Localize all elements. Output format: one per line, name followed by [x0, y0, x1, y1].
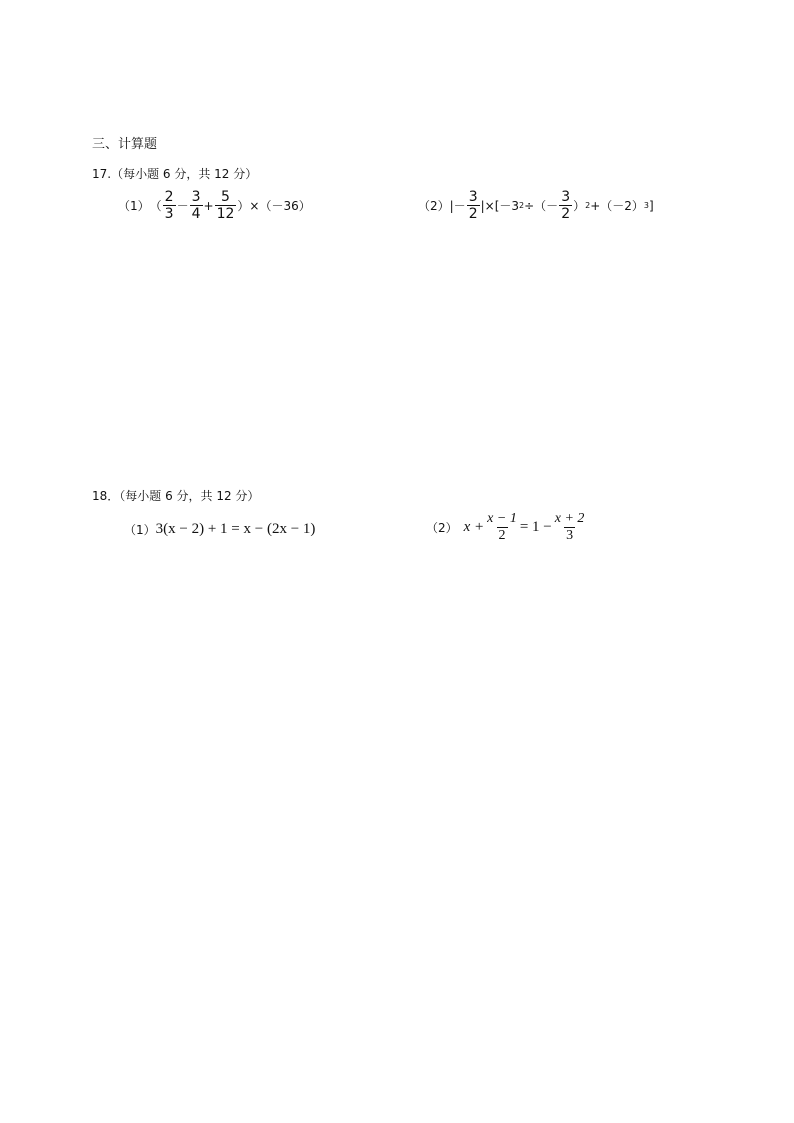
fraction-3-2 [559, 190, 572, 221]
part-label: （1） [124, 523, 156, 537]
denominator: 2 [561, 206, 571, 222]
fraction-2-3 [163, 190, 176, 221]
question-18-part-2 [426, 512, 587, 543]
expression-segment: +（－2） [590, 199, 644, 213]
open-paren: （ [149, 199, 162, 213]
exponent: 3 [643, 201, 650, 210]
denominator: 2 [468, 206, 478, 222]
part-label: （1） [118, 199, 150, 213]
fraction-3-4 [190, 190, 203, 221]
question-17-header: 17.（每小题 6 分，共 12 分） [92, 167, 258, 181]
numerator: 2 [164, 189, 174, 205]
numerator: 5 [221, 189, 230, 205]
exponent: 2 [519, 201, 525, 210]
part-label: （2） [418, 199, 450, 213]
expression-segment: ÷（－ [524, 199, 559, 213]
exponent: 2 [585, 201, 591, 210]
abs-open: |－ [449, 199, 466, 213]
part-label: （2） [426, 521, 458, 535]
close-bracket: ] [649, 198, 654, 213]
question-18-header: 18．（每小题 6 分，共 12 分） [92, 489, 260, 503]
equation-lhs: x + [463, 519, 485, 535]
question-17-part-2 [418, 190, 654, 221]
expression-segment: |×[－3 [480, 199, 520, 213]
denominator: 4 [191, 206, 201, 222]
fraction-x-minus-1-over-2 [485, 512, 519, 543]
operator: － [176, 199, 189, 213]
numerator: 3 [561, 189, 571, 205]
question-17-part-1 [118, 190, 311, 221]
equation-middle: = 1 − [519, 519, 552, 535]
operator: + [203, 198, 214, 213]
denominator: 3 [164, 206, 174, 222]
expression-tail: ）×（－36） [237, 199, 311, 213]
denominator: 2 [498, 528, 506, 543]
equation: 3(x − 2) + 1 = x − (2x − 1) [155, 521, 316, 537]
expression-segment: ） [573, 199, 586, 213]
denominator: 3 [566, 528, 574, 543]
numerator: 3 [191, 189, 201, 205]
numerator: x + 2 [554, 511, 585, 526]
question-18-part-1 [124, 521, 315, 538]
fraction-x-plus-2-over-3 [553, 512, 587, 543]
section-title: 三、计算题 [92, 137, 158, 152]
fraction-3-2 [467, 190, 480, 221]
numerator: x − 1 [487, 511, 517, 526]
denominator: 12 [216, 206, 235, 222]
numerator: 3 [468, 189, 478, 205]
fraction-5-12 [215, 190, 237, 221]
